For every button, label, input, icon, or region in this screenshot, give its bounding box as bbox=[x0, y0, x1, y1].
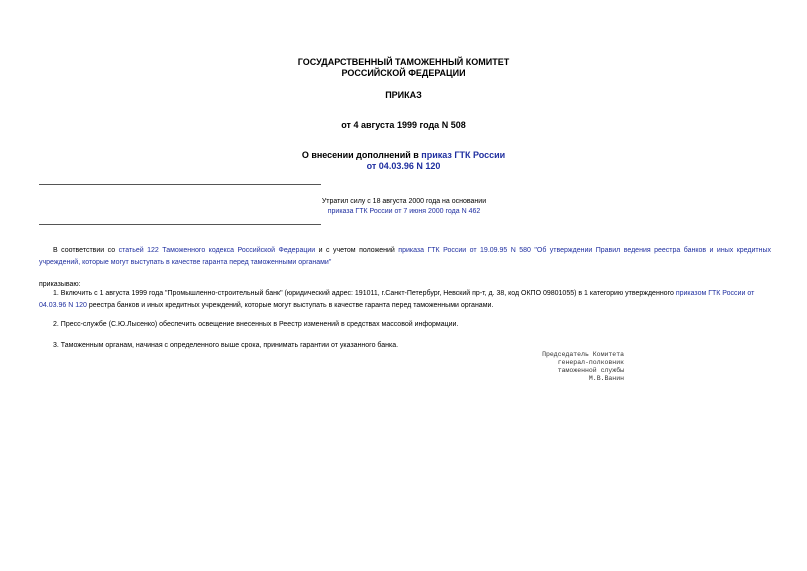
status-note bbox=[292, 197, 516, 217]
signature-line4: М.В.Ванин bbox=[588, 375, 624, 382]
order-120-link[interactable]: приказом ГТК России от 04.03.96 N 120 bbox=[39, 290, 755, 309]
status-text: Утратил силу с 18 августа 2000 года на основании bbox=[321, 198, 487, 205]
doc-date-number: от 4 августа 1999 года N 508 bbox=[341, 120, 466, 130]
status-top-rule bbox=[39, 184, 321, 185]
signature-block bbox=[520, 351, 624, 383]
signature-line1: Председатель Комитета bbox=[542, 351, 624, 358]
order-item-2: 2. Пресс-службе (С.Ю.Лысенко) обеспечить освещение внесенных в Реестр изменений в средствах массовой информации. bbox=[53, 321, 459, 328]
preamble-text1: В соответствии со bbox=[53, 247, 119, 254]
item1-text1: 1. Включить с 1 августа 1999 года "Промышленно-строительный банк" (юридический адрес: 191011, г.Санкт-Петербург, Невский пр-т, д. 38, код ОКПО 09801055) в 1 категорию утвержденного bbox=[53, 290, 676, 297]
item1-text2: реестра банков и иных кредитных учреждений, которые могут выступать в качестве гаранта перед таможенными органами. bbox=[86, 301, 494, 309]
order-580-link[interactable]: приказа ГТК России от 19.09.95 N 580 "Об утверждении Правил ведения реестра банков и иных кредитных учреждений, которые могут выступать в качестве гаранта перед таможенными органами" bbox=[39, 247, 771, 266]
subject-link-order[interactable]: приказ ГТК России bbox=[421, 150, 506, 160]
subject-prefix: О внесении дополнений в bbox=[301, 150, 422, 160]
signature-line3: таможенной службы bbox=[557, 367, 624, 374]
customs-code-link[interactable]: статьей 122 Таможенного кодекса Российской Федерации bbox=[118, 247, 316, 254]
doc-type: ПРИКАЗ bbox=[385, 90, 422, 100]
org-name-line1: ГОСУДАРСТВЕННЫЙ ТАМОЖЕННЫЙ КОМИТЕТ bbox=[297, 57, 510, 67]
order-word: приказываю: bbox=[39, 281, 81, 288]
preamble-paragraph bbox=[39, 245, 771, 268]
org-name-block bbox=[230, 57, 577, 79]
order-item-3: 3. Таможенным органам, начиная с определенного выше срока, принимать гарантии от указанного банка. bbox=[53, 342, 399, 349]
subject-link-date[interactable]: от 04.03.96 N 120 bbox=[366, 161, 441, 171]
status-bottom-rule bbox=[39, 224, 321, 225]
preamble-text2: и с учетом положений bbox=[315, 247, 399, 254]
order-item-1 bbox=[39, 288, 771, 311]
signature-line2: генерал-полковник bbox=[557, 359, 624, 366]
doc-subject bbox=[230, 150, 577, 172]
org-name-line2: РОССИЙСКОЙ ФЕДЕРАЦИИ bbox=[341, 68, 466, 78]
status-repeal-link[interactable]: приказа ГТК России от 7 июня 2000 года N 462 bbox=[327, 208, 481, 215]
